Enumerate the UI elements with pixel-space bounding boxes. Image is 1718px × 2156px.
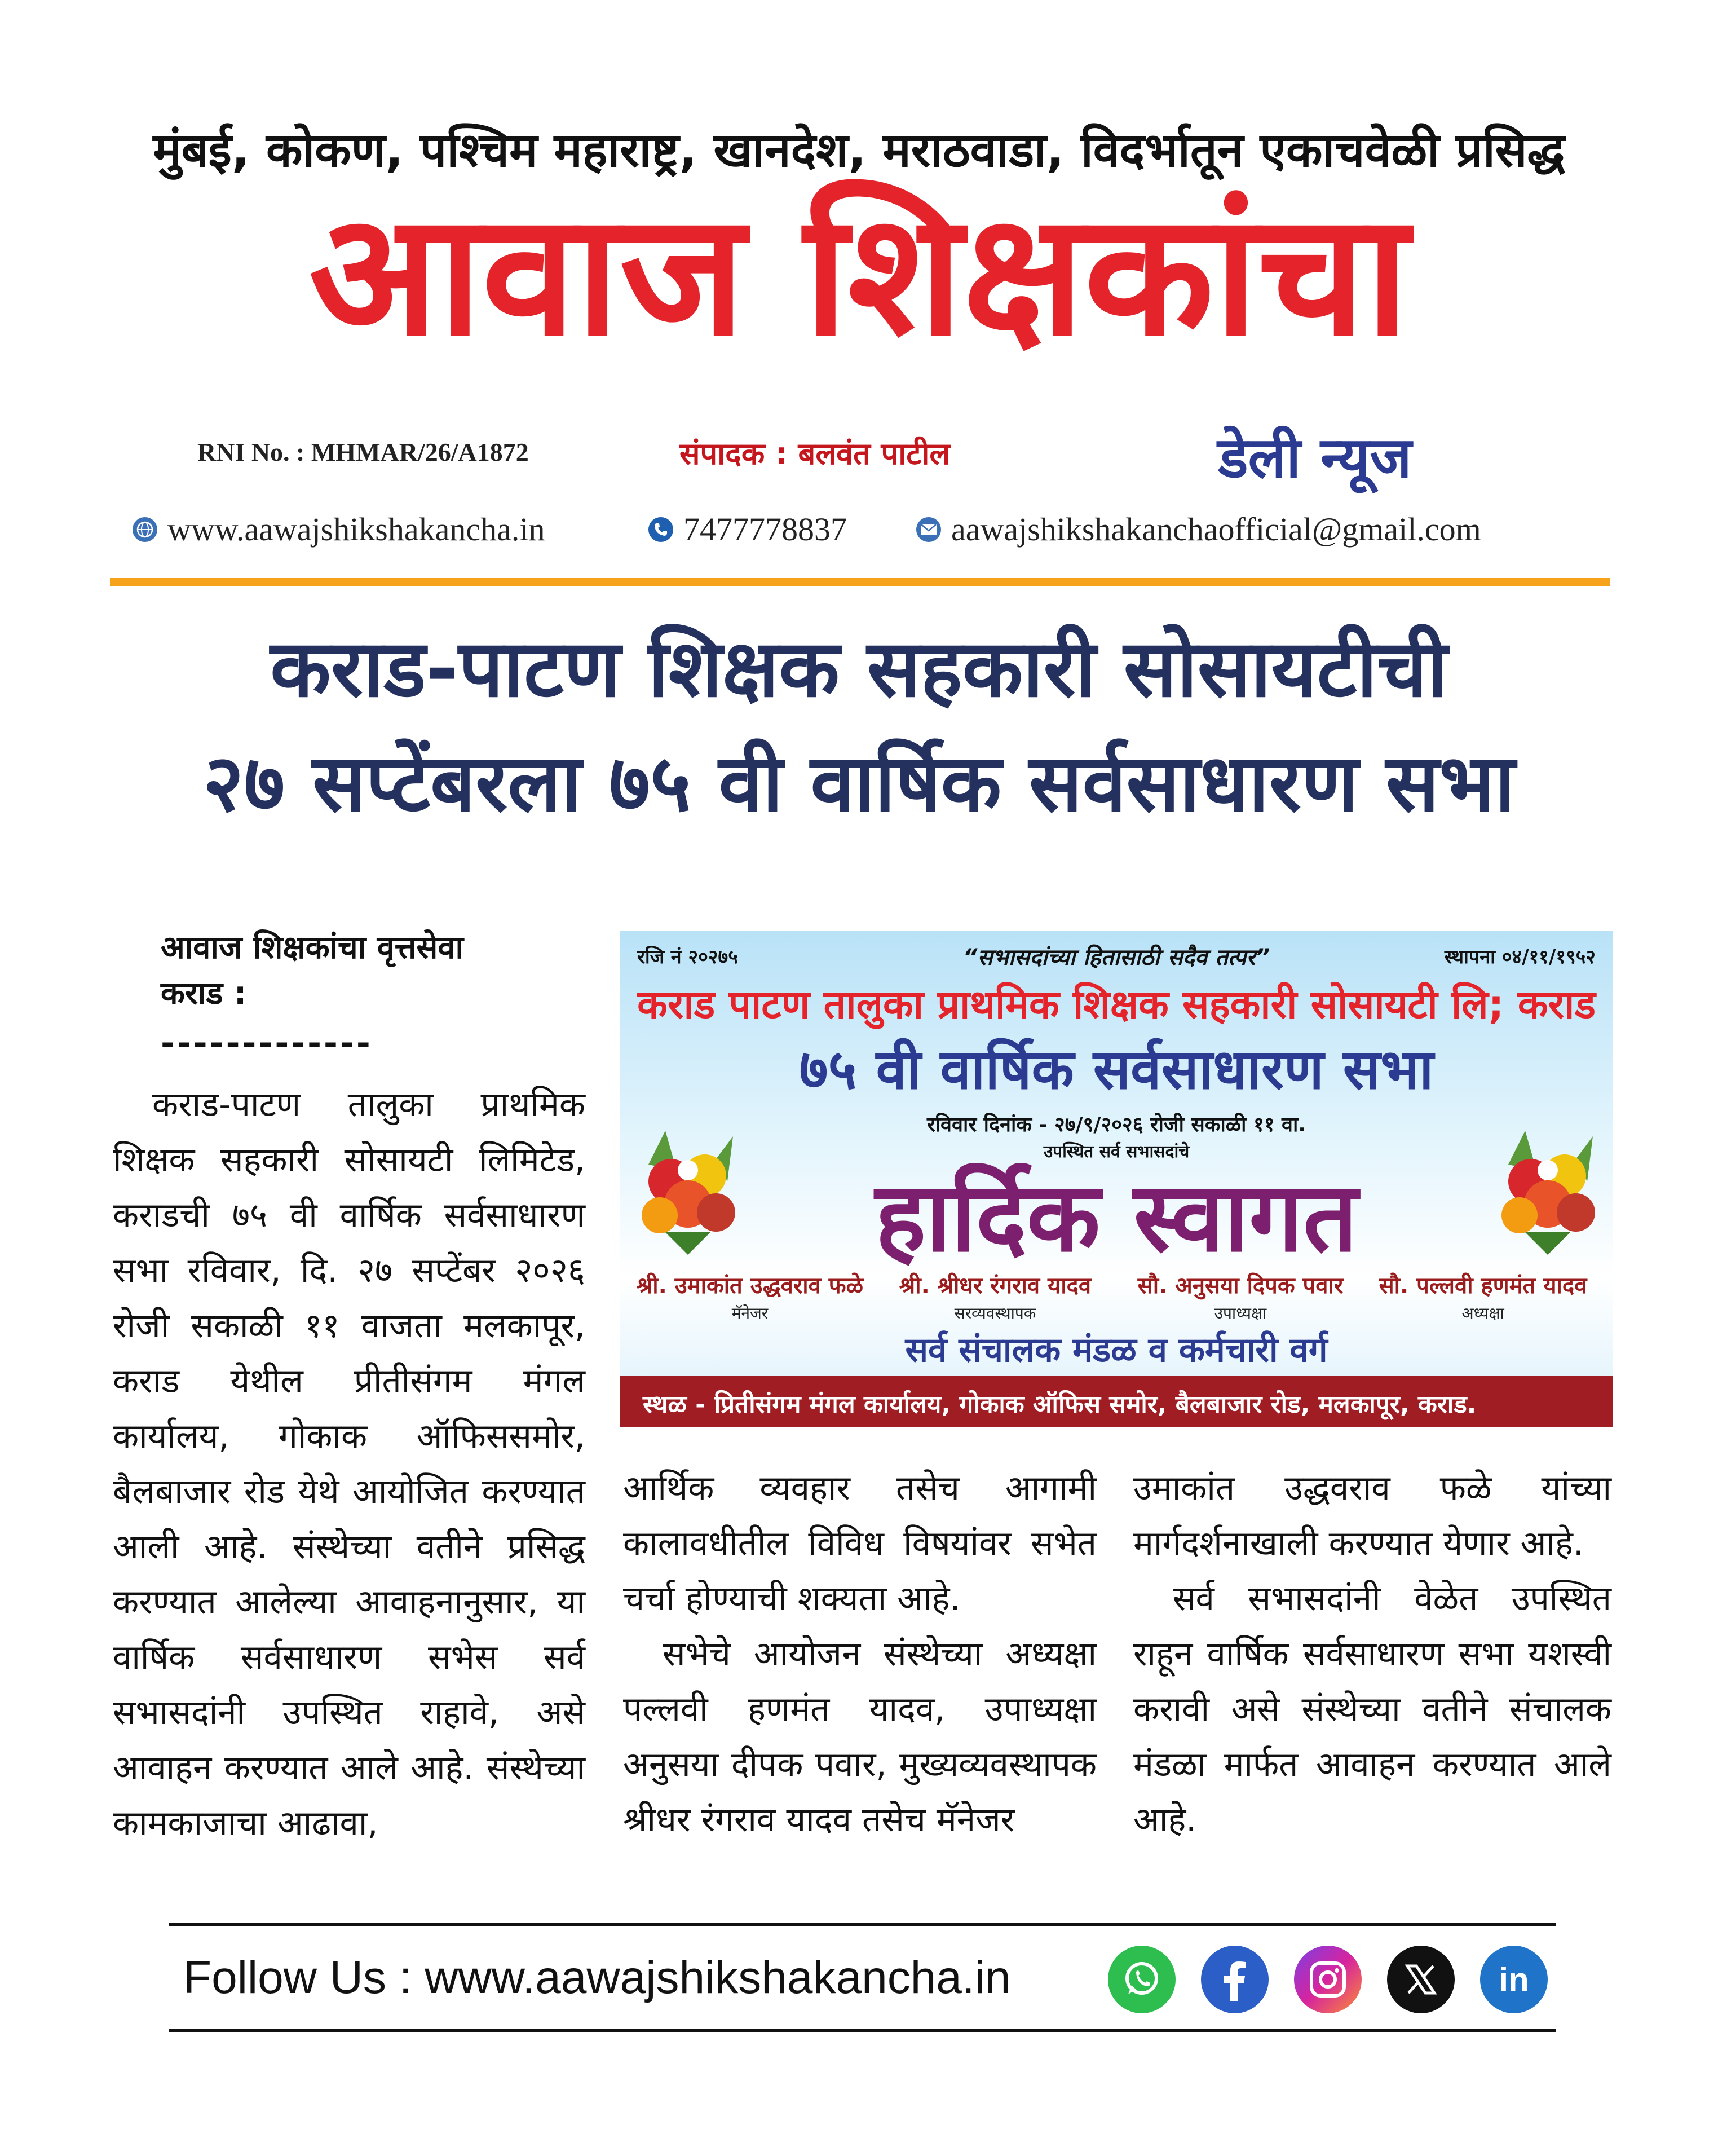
column-2-paragraph: सभेचे आयोजन संस्थेच्या अध्यक्षा पल्लवी हणमंत यादव, उपाध्यक्षा अनुसया दीपक पवार, मुख्यव्यवस्थापक श्रीधर रंगराव यादव तसेच मॅनेजर bbox=[623, 1634, 1097, 1840]
banner-motto: “सभासदांच्या हितासाठी सदैव तत्पर” bbox=[962, 945, 1270, 971]
banner-organisation: कराड पाटण तालुका प्राथमिक शिक्षक सहकारी सोसायटी लि; कराड bbox=[637, 981, 1596, 1028]
banner-person bbox=[631, 1269, 868, 1324]
person-role: अध्यक्षा bbox=[1461, 1304, 1504, 1322]
column-3-paragraph: सर्व सभासदांनी वेळेत उपस्थित राहून वार्षिक सर्वसाधारण सभा यशस्वी करावी असे संस्थेच्या वतीने संचालक मंडळा मार्फत आवाहन करण्यात आले आहे. bbox=[1133, 1579, 1611, 1840]
headline-line-2: २७ सप्टेंबरला ७५ वी वार्षिक सर्वसाधारण सभा bbox=[202, 738, 1516, 830]
instagram-icon[interactable] bbox=[1294, 1946, 1362, 2013]
person-name: श्री. उमाकांत उद्धवराव फळे bbox=[636, 1273, 864, 1299]
flower-bouquet-left-icon bbox=[631, 1119, 744, 1255]
phone-contact[interactable] bbox=[648, 510, 847, 548]
banner-established: स्थापना ०४/११/१९५२ bbox=[1444, 946, 1596, 968]
banner-meeting-title: ७५ वी वार्षिक सर्वसाधारण सभा bbox=[799, 1038, 1434, 1102]
website-text[interactable]: www.aawajshikshakancha.in bbox=[167, 511, 545, 548]
banner-invite: उपस्थित सर्व सभासदांचे bbox=[1043, 1142, 1190, 1162]
column-2-paragraph: आर्थिक व्यवहार तसेच आगामी कालावधीतील विविध विषयांवर सभेत चर्चा होण्याची शक्यता आहे. bbox=[623, 1469, 1097, 1619]
article-headline bbox=[0, 612, 1718, 841]
banner-registration: रजि नं २०२७५ bbox=[637, 946, 738, 968]
headline-line-1: कराड-पाटण शिक्षक सहकारी सोसायटीची bbox=[270, 623, 1448, 715]
person-role: सरव्यवस्थापक bbox=[954, 1304, 1036, 1322]
byline-agency: आवाज शिक्षकांचा वृत्तसेवा bbox=[161, 929, 464, 966]
follow-us-text[interactable]: Follow Us : www.aawajshikshakancha.in bbox=[183, 1952, 1011, 2003]
column-1-paragraph: कराड-पाटण तालुका प्राथमिक शिक्षक सहकारी सोसायटी लिमिटेड, कराडची ७५ वी वार्षिक सर्वसाधारण सभा रविवार, दि. २७ सप्टेंबर २०२६ रोजी सकाळी ११ वाजता मलकापूर, कराड येथील प्रीतीसंगम मंगल कार्यालय, गोकाक ऑफिससमोर, बैलबाजार रोड येथे आयोजित करण्यात आली आहे. संस्थेच्या वतीने प्रसिद्ध करण्यात आलेल्या आवाहनानुसार, या वार्षिक सर्वसाधारण सभेस सर्व सभासदांनी उपस्थित राहावे, असे आवाहन करण्यात आले आहे. संस्थेच्या कामकाजाचा आढावा, bbox=[113, 1085, 585, 1843]
banner-person bbox=[1122, 1269, 1359, 1324]
byline-separator: ------------- bbox=[161, 1024, 373, 1063]
edition-label: डेली न्यूज bbox=[1218, 425, 1412, 491]
footer-divider-top bbox=[169, 1923, 1556, 1926]
phone-text[interactable]: 7477778837 bbox=[683, 511, 847, 548]
banner-venue: स्थळ - प्रितीसंगम मंगल कार्यालय, गोकाक ऑफिस समोर, बैलबाजार रोड, मलकापूर, कराड. bbox=[643, 1390, 1477, 1419]
article-column-3 bbox=[1133, 1461, 1611, 1848]
website-contact[interactable] bbox=[133, 510, 545, 548]
banner-person bbox=[877, 1269, 1114, 1324]
article-column-2 bbox=[623, 1461, 1097, 1848]
event-banner bbox=[620, 931, 1613, 1427]
person-name: सौ. पल्लवी हणमंत यादव bbox=[1379, 1273, 1587, 1299]
globe-icon bbox=[133, 517, 157, 542]
column-3-paragraph: उमाकांत उद्धवराव फळे यांच्या मार्गदर्शनाखाली करण्यात येणार आहे. bbox=[1133, 1469, 1611, 1563]
article-column-1 bbox=[113, 1077, 585, 1851]
person-name: श्री. श्रीधर रंगराव यादव bbox=[899, 1273, 1092, 1299]
tagline: मुंबई, कोकण, पश्चिम महाराष्ट्र, खानदेश, मराठवाडा, विदर्भातून एकाचवेळी प्रसिद्ध bbox=[153, 122, 1565, 178]
email-text[interactable]: aawajshikshakanchaofficial@gmail.com bbox=[951, 511, 1481, 548]
banner-staff: सर्व संचालक मंडळ व कर्मचारी वर्ग bbox=[905, 1330, 1328, 1370]
phone-icon bbox=[648, 517, 673, 542]
whatsapp-icon[interactable] bbox=[1108, 1946, 1176, 2013]
flower-bouquet-right-icon bbox=[1491, 1119, 1604, 1255]
banner-person bbox=[1364, 1269, 1601, 1324]
person-role: मॅनेजर bbox=[731, 1304, 769, 1322]
footer-divider-bottom bbox=[169, 2029, 1556, 2032]
masthead-title: आवाज शिक्षकांचा bbox=[308, 177, 1410, 373]
facebook-icon[interactable] bbox=[1201, 1946, 1269, 2013]
person-name: सौ. अनुसया दिपक पवार bbox=[1137, 1273, 1344, 1299]
header-divider bbox=[110, 578, 1610, 586]
banner-welcome: हार्दिक स्वागत bbox=[875, 1162, 1358, 1273]
email-contact[interactable] bbox=[916, 510, 1481, 548]
banner-date: रविवार दिनांक - २७/९/२०२६ रोजी सकाळी ११ वा. bbox=[926, 1113, 1306, 1136]
rni-number: RNI No. : MHMAR/26/A1872 bbox=[197, 438, 529, 466]
person-role: उपाध्यक्षा bbox=[1214, 1304, 1267, 1322]
linkedin-icon[interactable]: in bbox=[1480, 1946, 1548, 2013]
byline-place: कराड : bbox=[161, 975, 247, 1012]
x-icon[interactable] bbox=[1387, 1946, 1455, 2013]
editor-name: संपादक : बलवंत पाटील bbox=[679, 436, 951, 471]
byline bbox=[161, 925, 463, 1016]
mail-icon bbox=[916, 517, 941, 542]
